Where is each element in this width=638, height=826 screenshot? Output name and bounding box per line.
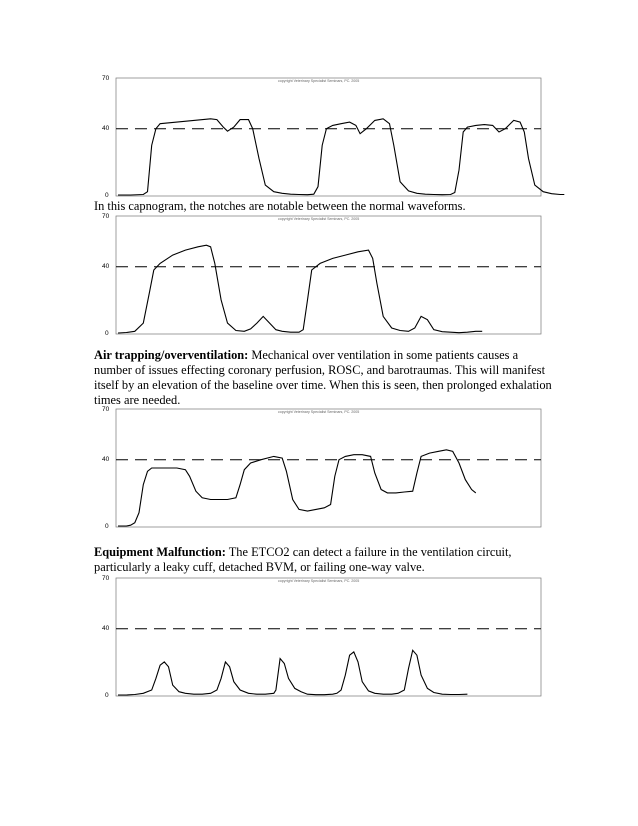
caption-body: Mechanical over ventilation in some patients causes a number of issues effecting coronary perfusion, ROSC, and barotraumas. This will manifest itself by an elevation of the baseline over time. When this is seen, then prolonged exhalation times are needed. bbox=[94, 348, 552, 407]
y-tick-70: 70 bbox=[102, 575, 110, 582]
capnogram-svg bbox=[90, 72, 546, 200]
caption-notches: In this capnogram, the notches are notable between the normal waveforms. bbox=[94, 199, 466, 213]
caption-title: Air trapping/overventilation: bbox=[94, 348, 249, 362]
copyright-note: copyright Veterinary Specialist Seminars, PC. 2005 bbox=[278, 579, 360, 583]
waveform-trace bbox=[118, 245, 482, 333]
caption-air-trapping bbox=[94, 348, 554, 408]
copyright-note: copyright Veterinary Specialist Seminars, PC. 2005 bbox=[278, 217, 360, 221]
plot-frame bbox=[116, 409, 541, 527]
capnogram-svg bbox=[90, 572, 546, 700]
y-tick-70: 70 bbox=[102, 75, 110, 82]
y-tick-40: 40 bbox=[102, 456, 110, 463]
waveform-trace bbox=[118, 119, 564, 195]
caption-equipment-malfunction bbox=[94, 545, 554, 575]
waveform-trace bbox=[118, 450, 476, 526]
y-tick-0: 0 bbox=[105, 330, 109, 337]
capnogram-chart-2 bbox=[90, 210, 546, 338]
y-tick-40: 40 bbox=[102, 125, 110, 132]
caption-title: Equipment Malfunction: bbox=[94, 545, 226, 559]
plot-frame bbox=[116, 78, 541, 196]
waveform-trace bbox=[118, 650, 467, 695]
capnogram-chart-4 bbox=[90, 572, 546, 700]
y-tick-70: 70 bbox=[102, 213, 110, 220]
capnogram-chart-1 bbox=[90, 72, 546, 200]
copyright-note: copyright Veterinary Specialist Seminars, PC. 2005 bbox=[278, 79, 360, 83]
y-tick-0: 0 bbox=[105, 192, 109, 199]
y-tick-0: 0 bbox=[105, 523, 109, 530]
plot-frame bbox=[116, 216, 541, 334]
copyright-note: copyright Veterinary Specialist Seminars, PC. 2005 bbox=[278, 410, 360, 414]
y-tick-40: 40 bbox=[102, 625, 110, 632]
capnogram-chart-3 bbox=[90, 403, 546, 531]
y-tick-40: 40 bbox=[102, 263, 110, 270]
capnogram-svg bbox=[90, 210, 546, 338]
y-tick-0: 0 bbox=[105, 692, 109, 699]
plot-frame bbox=[116, 578, 541, 696]
y-tick-70: 70 bbox=[102, 406, 110, 413]
caption-body: The ETCO2 can detect a failure in the ventilation circuit, particularly a leaky cuff, detached BVM, or failing one-way valve. bbox=[94, 545, 512, 574]
capnogram-svg bbox=[90, 403, 546, 531]
